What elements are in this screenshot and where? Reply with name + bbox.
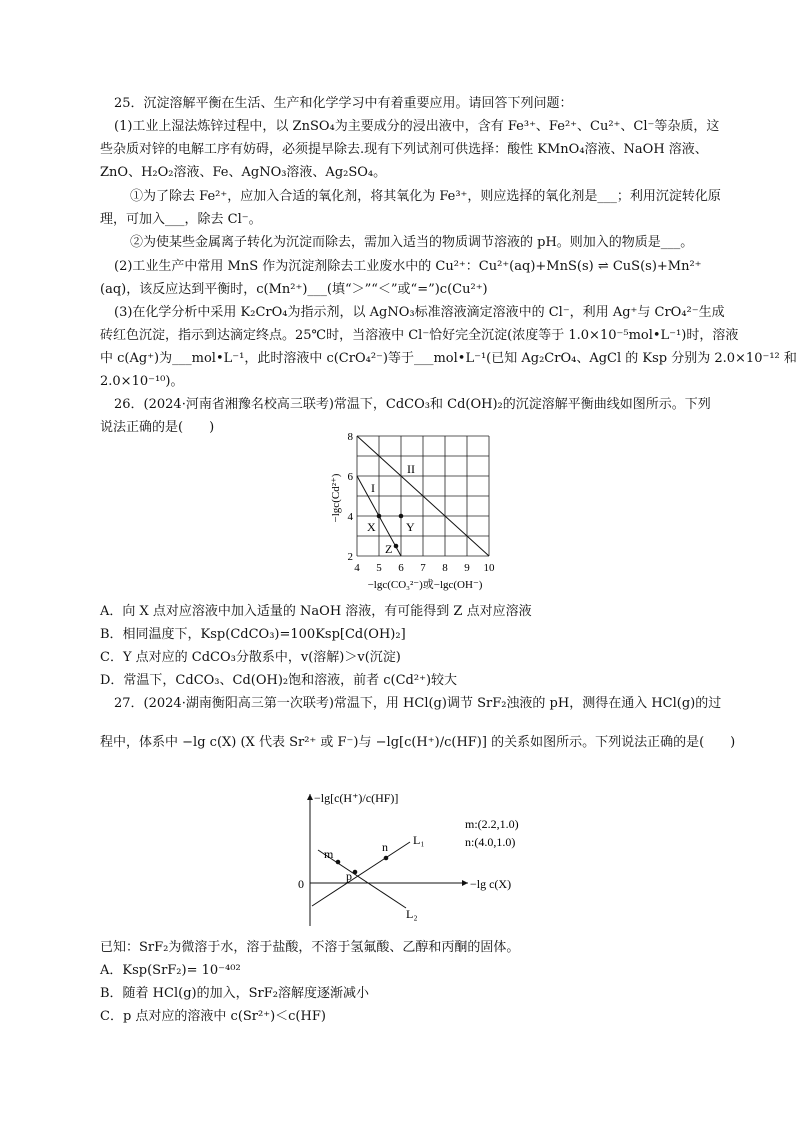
q27-origin-label: 0 [298,877,304,891]
q27-label-L2: L₂ [406,907,418,921]
q26-ytick: 2 [347,551,353,563]
q27-point-m [336,860,341,865]
q26-figure [325,428,505,598]
q26-label-Z: Z [385,542,393,556]
q26-stem-line2: 说法正确的是( ) [100,420,215,435]
q26-option-b: B．相同温度下，Ksp(CdCO₃)=100Ksp[Cd(OH)₂] [100,627,406,642]
q26-x-ticks [354,562,495,574]
q25-part2-line1: (2)工业生产中常用 MnS 作为沉淀剂除去工业废水中的 Cu²⁺：Cu²⁺(aq)+MnS(s) ⇌ CuS(s)+Mn²⁺ [114,259,702,274]
q27-stem-line2 [100,732,736,754]
q26-point-Z [394,544,399,549]
q26-ytick: 6 [347,471,353,483]
q27-option-a: A．Ksp(SrF₂)= 10⁻⁴⁰² [100,963,241,978]
q26-label-X: X [367,520,376,534]
q26-point-Y [399,514,404,519]
q27-note-m: m:(2.2,1.0) [465,817,519,831]
q26-y-ticks [348,431,354,563]
q27-x-axis-label: −lg c(X) [470,877,512,891]
q25-sub1-line1: ①为了除去 Fe²⁺，应加入合适的氧化剂，将其氧化为 Fe³⁺，则应选择的氧化剂是___；利用沉淀转化原 [130,189,721,204]
q27-label-m: m [324,847,334,861]
q27-figure [290,780,590,930]
q25-sub2: ②为使某些金属离子转化为沉淀而除去，需加入适当的物质调节溶液的 pH。则加入的物质是___。 [130,235,694,250]
q27-stem-expr1: −lg c(X) [182,735,237,750]
q25-part1-line2: 些杂质对锌的电解工序有妨碍，必须提早除去.现有下列试剂可供选择：酸性 KMnO₄溶液、NaOH 溶液、 [100,142,708,157]
q27-stem-pre: 程中，体系中 [100,735,179,750]
q27-note-n: n:(4.0,1.0) [465,835,516,849]
q27-option-b: B．随着 HCl(g)的加入，SrF₂溶解度逐渐减小 [100,986,369,1001]
q25-part3-line3: 中 c(Ag⁺)为___mol•L⁻¹，此时溶液中 c(CrO₄²⁻)等于___mol•L⁻¹(已知 Ag₂CrO₄、AgCl 的 Ksp 分别为 2.0×10⁻¹² 和 [100,351,797,366]
q26-xtick: 6 [398,562,404,574]
q27-label-n: n [382,840,388,854]
q26-option-c: C．Y 点对应的 CdCO₃分散系中，v(溶解)＞v(沉淀) [100,650,401,665]
q25-part3-line2: 砖红色沉淀，指示到达滴定终点。25℃时，当溶液中 Cl⁻恰好完全沉淀(浓度等于 1.0×10⁻⁵mol•L⁻¹)时，溶液 [100,328,739,343]
q25-part3-line1: (3)在化学分析中采用 K₂CrO₄为指示剂，以 AgNO₃标准溶液滴定溶液中的 Cl⁻，利用 Ag⁺与 CrO₄²⁻生成 [114,305,725,320]
q26-xtick: 5 [376,562,382,574]
q27-stem-expr2: −lg[c(H⁺)/c(HF)] [375,735,487,750]
q26-stem-line1: 26．(2024·河南省湘豫名校高三联考)常温下，CdCO₃和 Cd(OH)₂的沉淀溶解平衡曲线如图所示。下列 [114,397,711,412]
q26-label-I: I [371,481,375,495]
q26-ytick: 4 [347,511,353,523]
q26-xtick: 4 [354,562,360,574]
q27-stem-line1: 27．(2024·湖南衡阳高三第一次联考)常温下，用 HCl(g)调节 SrF₂浊液的 pH，测得在通入 HCl(g)的过 [114,696,722,711]
q27-label-p: p [346,869,352,883]
q26-xtick: 9 [464,562,470,574]
q27-label-L1: L₁ [413,833,425,847]
q27-option-c: C．p 点对应的溶液中 c(Sr²⁺)＜c(HF) [100,1009,326,1024]
q26-x-axis-label: −lgc(CO₃²⁻)或−lgc(OH⁻) [367,579,483,591]
q26-option-d: D．常温下，CdCO₃、Cd(OH)₂饱和溶液，前者 c(Cd²⁺)较大 [100,673,458,688]
q27-point-n [384,856,389,861]
q26-xtick: 10 [483,562,495,574]
q25-intro: 25．沉淀溶解平衡在生活、生产和化学学习中有着重要应用。请回答下列问题： [114,96,573,111]
q26-label-II: II [407,462,415,476]
q27-stem-post: 的关系如图所示。下列说法正确的是( ) [491,735,736,750]
q25-sub1-line2: 理，可加入___，除去 Cl⁻。 [100,212,262,227]
q26-point-X [377,514,382,519]
q26-ytick: 8 [347,431,353,443]
q27-stem-mid: (X 代表 Sr²⁺ 或 F⁻)与 [240,735,372,750]
q26-xtick: 8 [442,562,448,574]
q26-label-Y: Y [406,520,415,534]
q25-part1-line3: ZnO、H₂O₂溶液、Fe、AgNO₃溶液、Ag₂SO₄。 [100,165,387,180]
q25-part1-line1: (1)工业上湿法炼锌过程中，以 ZnSO₄为主要成分的浸出液中，含有 Fe³⁺、Fe²⁺、Cu²⁺、Cl⁻等杂质，这 [114,119,720,134]
q26-option-a: A．向 X 点对应溶液中加入适量的 NaOH 溶液，有可能得到 Z 点对应溶液 [100,604,532,619]
q25-part3-line4: 2.0×10⁻¹⁰)。 [100,374,184,389]
q27-point-p [353,870,358,875]
q26-y-axis-label: −lgc(Cd²⁺) [330,473,342,523]
q26-xtick: 7 [420,562,426,574]
q25-part2-line2: (aq)，该反应达到平衡时，c(Mn²⁺)___(填“＞”“＜”或“=”)c(Cu²⁺) [100,282,488,297]
q27-known: 已知：SrF₂为微溶于水，溶于盐酸，不溶于氢氟酸、乙醇和丙酮的固体。 [100,940,520,955]
q27-y-axis-label: −lg[c(H⁺)/c(HF)] [314,791,399,805]
